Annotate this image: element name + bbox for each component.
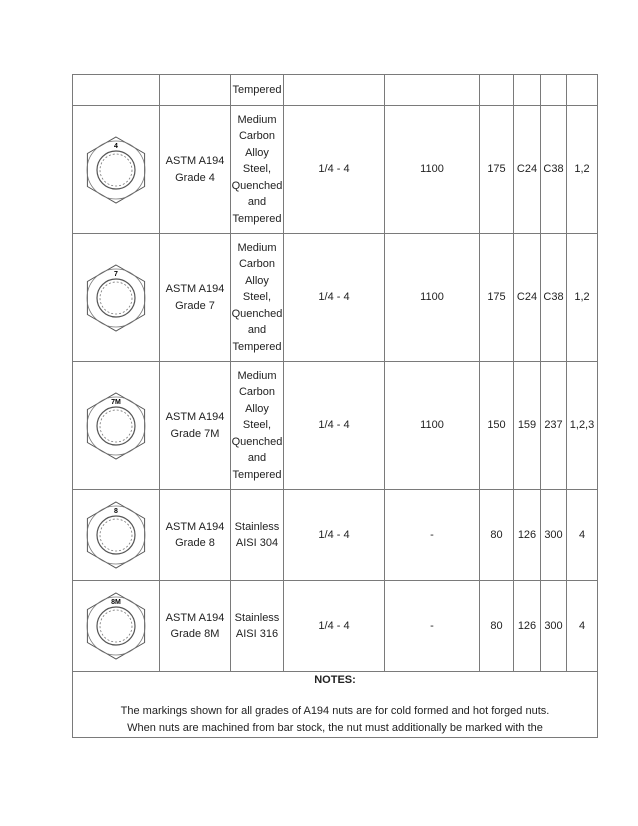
material-line: Alloy bbox=[245, 274, 269, 287]
proof-load-cell: 1100 bbox=[385, 362, 480, 490]
hardness-min-cell: 126 bbox=[514, 581, 541, 672]
size-cell: 1/4 - 4 bbox=[284, 106, 385, 234]
size-cell: 1/4 - 4 bbox=[284, 490, 385, 581]
grade-line1: ASTM A194 bbox=[165, 520, 225, 533]
material-cell bbox=[231, 75, 284, 106]
hardness-hb-cell: 80 bbox=[480, 581, 514, 672]
hardness-max-cell: C38 bbox=[541, 106, 567, 234]
material-cell bbox=[231, 234, 284, 362]
material-line: Carbon bbox=[238, 130, 276, 143]
hardness-hb-cell: 80 bbox=[480, 490, 514, 581]
size-cell: 1/4 - 4 bbox=[284, 581, 385, 672]
table-row bbox=[73, 106, 598, 234]
hex-nut-icon bbox=[80, 590, 152, 662]
nut-marking-cell bbox=[73, 234, 160, 362]
material-line: Steel, bbox=[242, 419, 272, 432]
hardness-max-cell: 300 bbox=[541, 581, 567, 672]
grade-cell bbox=[160, 106, 231, 234]
grade-line1: ASTM A194 bbox=[165, 411, 225, 423]
grade-line2: Grade 7M bbox=[170, 427, 220, 440]
table-row bbox=[73, 234, 598, 362]
grade-line2: Grade 8 bbox=[175, 537, 215, 549]
hardness-max-cell: 300 bbox=[541, 490, 567, 581]
notes-line: The markings shown for all grades of A194 nuts are for cold formed and hot forged nuts. bbox=[120, 704, 550, 717]
hardness-max-cell: C38 bbox=[541, 234, 567, 362]
hardness-min-cell: 126 bbox=[514, 490, 541, 581]
notes-ref-cell: 1,2 bbox=[567, 106, 598, 234]
proof-load-cell: 1100 bbox=[385, 106, 480, 234]
material-line: Medium bbox=[237, 113, 277, 126]
nut-marking-cell bbox=[73, 581, 160, 672]
material-line: Tempered bbox=[232, 468, 282, 481]
notes-ref-cell: 1,2 bbox=[567, 234, 598, 362]
grade-line2: Grade 7 bbox=[175, 299, 215, 312]
material-line: Medium bbox=[237, 241, 277, 254]
material-line: Quenched bbox=[231, 307, 283, 320]
proof-load-cell: 1100 bbox=[385, 234, 480, 362]
material-line: Alloy bbox=[245, 402, 269, 415]
size-cell: 1/4 - 4 bbox=[284, 362, 385, 490]
hardness-min-cell: 159 bbox=[514, 362, 541, 490]
notes-cell bbox=[73, 672, 598, 738]
material-line: Carbon bbox=[238, 258, 276, 271]
grade-cell bbox=[160, 490, 231, 581]
material-line: Medium bbox=[237, 369, 277, 382]
grade-line1: ASTM A194 bbox=[165, 283, 225, 295]
proof-cell bbox=[385, 75, 480, 106]
notes-col-cell bbox=[567, 75, 598, 106]
grade-cell bbox=[160, 581, 231, 672]
material-line: and bbox=[247, 452, 267, 465]
material-line: and bbox=[247, 196, 267, 209]
grade-cell bbox=[160, 362, 231, 490]
nut-marking-label: 7M bbox=[111, 398, 121, 406]
material-line: Carbon bbox=[238, 386, 276, 399]
material-line: AISI 304 bbox=[235, 537, 279, 549]
hex-nut-icon bbox=[80, 262, 152, 334]
material-line: Alloy bbox=[245, 146, 269, 159]
material-cell bbox=[231, 106, 284, 234]
notes-line: When nuts are machined from bar stock, the nut must additionally be marked with the bbox=[127, 721, 543, 734]
nut-spec-table bbox=[72, 74, 598, 738]
marking-cell bbox=[73, 75, 160, 106]
nut-marking-label: 8 bbox=[114, 508, 118, 515]
hardness-hb-cell: 175 bbox=[480, 234, 514, 362]
notes-row bbox=[73, 672, 598, 738]
proof-load-cell: - bbox=[385, 581, 480, 672]
hrc-min-cell bbox=[514, 75, 541, 106]
hardness-min-cell: C24 bbox=[514, 106, 541, 234]
material-line: Quenched bbox=[231, 435, 283, 448]
hardness-min-cell: C24 bbox=[514, 234, 541, 362]
hardness-max-cell: 237 bbox=[541, 362, 567, 490]
hex-nut-icon bbox=[80, 390, 152, 462]
table-row bbox=[73, 581, 598, 672]
material-cell bbox=[231, 581, 284, 672]
notes-ref-cell: 4 bbox=[567, 581, 598, 672]
nut-marking-label: 7 bbox=[114, 270, 118, 278]
grade-cell bbox=[160, 75, 231, 106]
nut-marking-cell bbox=[73, 106, 160, 234]
material-line: Steel, bbox=[242, 291, 272, 304]
material-cell bbox=[231, 362, 284, 490]
hardness-hb-cell: 175 bbox=[480, 106, 514, 234]
nut-marking-cell bbox=[73, 362, 160, 490]
material-line: Steel, bbox=[242, 163, 272, 176]
material-cell bbox=[231, 490, 284, 581]
grade-line1: ASTM A194 bbox=[165, 611, 225, 624]
grade-cell bbox=[160, 234, 231, 362]
material-line: Tempered bbox=[232, 212, 282, 225]
material-line: Tempered bbox=[232, 340, 282, 353]
hardness-hb-cell: 150 bbox=[480, 362, 514, 490]
material-line: AISI 316 bbox=[235, 628, 279, 640]
size-cell: 1/4 - 4 bbox=[284, 234, 385, 362]
proof-load-cell: - bbox=[385, 490, 480, 581]
material-text: Tempered bbox=[232, 83, 282, 96]
hex-nut-icon bbox=[80, 134, 152, 206]
hex-nut-icon bbox=[80, 499, 152, 571]
hb-cell bbox=[480, 75, 514, 106]
grade-line2: Grade 4 bbox=[175, 171, 215, 184]
nut-marking-cell bbox=[73, 490, 160, 581]
material-line: Quenched bbox=[231, 179, 283, 192]
size-cell bbox=[284, 75, 385, 106]
nut-marking-label: 4 bbox=[114, 142, 118, 150]
table-row bbox=[73, 490, 598, 581]
grade-line1: ASTM A194 bbox=[165, 155, 225, 167]
table-row bbox=[73, 75, 598, 106]
material-line: Stainless bbox=[234, 611, 280, 624]
material-line: Stainless bbox=[234, 520, 280, 533]
hrc-max-cell bbox=[541, 75, 567, 106]
nut-marking-label: 8M bbox=[111, 599, 121, 606]
grade-line2: Grade 8M bbox=[170, 628, 220, 640]
material-line: and bbox=[247, 324, 267, 337]
notes-ref-cell: 1,2,3 bbox=[567, 362, 598, 490]
notes-ref-cell: 4 bbox=[567, 490, 598, 581]
notes-title: NOTES: bbox=[314, 674, 356, 686]
table-row bbox=[73, 362, 598, 490]
